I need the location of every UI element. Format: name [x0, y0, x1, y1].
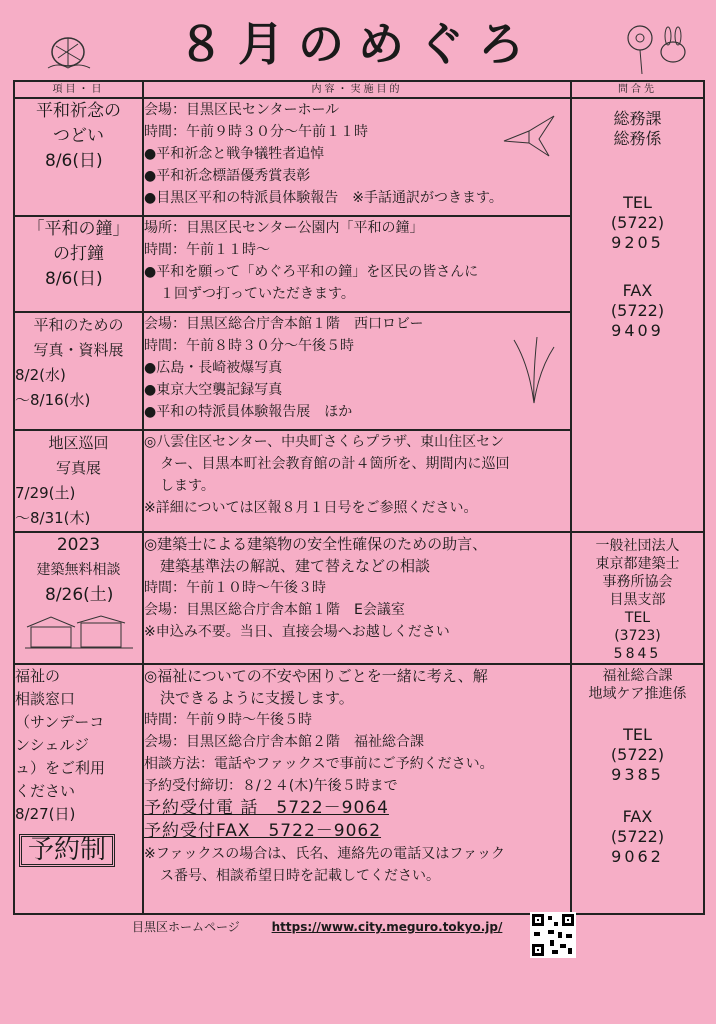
footer	[132, 918, 502, 935]
schedule-table	[13, 80, 705, 915]
flower-rabbit-illustration	[618, 16, 698, 76]
qr-code-icon	[530, 912, 576, 958]
grass-illustration	[509, 335, 559, 405]
event-item-welfare-consult: 福祉の 相談窓口 （サンデーコ ンシェルジ ュ）をご利用 ください 8/27(日) 予約制	[14, 664, 143, 914]
event-body-peace-bell: 場所：目黒区民センター公園内「平和の鐘」 時間：午前１１時～ ●平和を願って「めぐろ平和の鐘」を区民の皆さんに １回ずつ打っていただきます。	[143, 216, 571, 312]
event-body-welfare-consult: ◎福祉についての不安や困りごとを一緒に考え、解 決できるように支援します。 時間：午前９時～午後５時 会場：目黒区総合庁舎本館２階 福祉総合課 相談方法：電話やファックスで事前にご予約ください。 予約受付締切：８/２４(木)午後５時まで 予約受付電 話 5722－9064 予約受付FAX 5722－9062 ※ファックスの場合は、氏名、連絡先の電話又はファック ス番号、相談希望日時を記載してください。	[143, 664, 571, 914]
event-body-peace-gathering: 会場：目黒区民センターホール 時間：午前９時３０分～午前１１時 ●平和祈念と戦争犠牲者追悼 ●平和祈念標語優秀賞表彰 ●目黒区平和の特派員体験報告 ※手話通訳がつきます。	[143, 98, 571, 216]
event-item-photo-exhibit: 平和のための 写真・資料展 8/2(水) ～8/16(水)	[14, 312, 143, 430]
event-body-touring-exhibit: ◎八雲住区センター、中央町さくらプラザ、東山住区セン ター、目黒本町社会教育館の計４箇所を、期間内に巡回 します。 ※詳細については区報８月１日号をご参照ください。	[143, 430, 571, 532]
contact-architects-association: 一般社団法人 東京都建築士 事務所協会 目黒支部 TEL (3723) 5845	[571, 532, 704, 664]
event-item-building-consult: 2023 建築無料相談 8/26(土)	[14, 532, 143, 664]
contact-welfare: 福祉総合課 地域ケア推進係 TEL (5722) 9385 FAX (5722) 9062	[571, 664, 704, 914]
header-item: 項目・日	[14, 81, 143, 98]
header-content: 内容・実施目的	[143, 81, 571, 98]
reservation-phone: 予約受付電 話 5722－9064	[144, 798, 389, 818]
event-item-peace-bell: 「平和の鐘」 の打鐘 8/6(日)	[14, 216, 143, 312]
footer-label: 目黒区ホームページ	[132, 920, 240, 934]
paper-crane-illustration	[499, 111, 559, 161]
contact-general-affairs: 総務課 総務係 TEL (5722) 9205 FAX (5722) 9409	[571, 98, 704, 532]
event-body-photo-exhibit: 会場：目黒区総合庁舎本館１階 西口ロビー 時間：午前８時３０分～午後５時 ●広島・長崎被爆写真 ●東京大空襲記録写真 ●平和の特派員体験報告展 ほか	[143, 312, 571, 430]
homepage-link[interactable]: https://www.city.meguro.tokyo.jp/	[271, 920, 503, 934]
reservation-fax: 予約受付FAX 5722－9062	[144, 821, 382, 841]
event-item-peace-gathering: 平和祈念の つどい 8/6(日)	[14, 98, 143, 216]
page-title: ８月のめぐろ	[178, 17, 538, 71]
reservation-required-badge: 予約制	[19, 834, 115, 867]
buildings-illustration	[25, 615, 133, 649]
header-contact: 問合先	[571, 81, 704, 98]
event-body-building-consult: ◎建築士による建築物の安全性確保のための助言、 建築基準法の解説、建て替えなどの相談 時間：午前１０時～午後３時 会場：目黒区総合庁舎本館１階 E会議室 ※申込み不要。当日、直接会場へお越しください	[143, 532, 571, 664]
event-item-touring-exhibit: 地区巡回 写真展 7/29(土) ～8/31(木)	[14, 430, 143, 532]
